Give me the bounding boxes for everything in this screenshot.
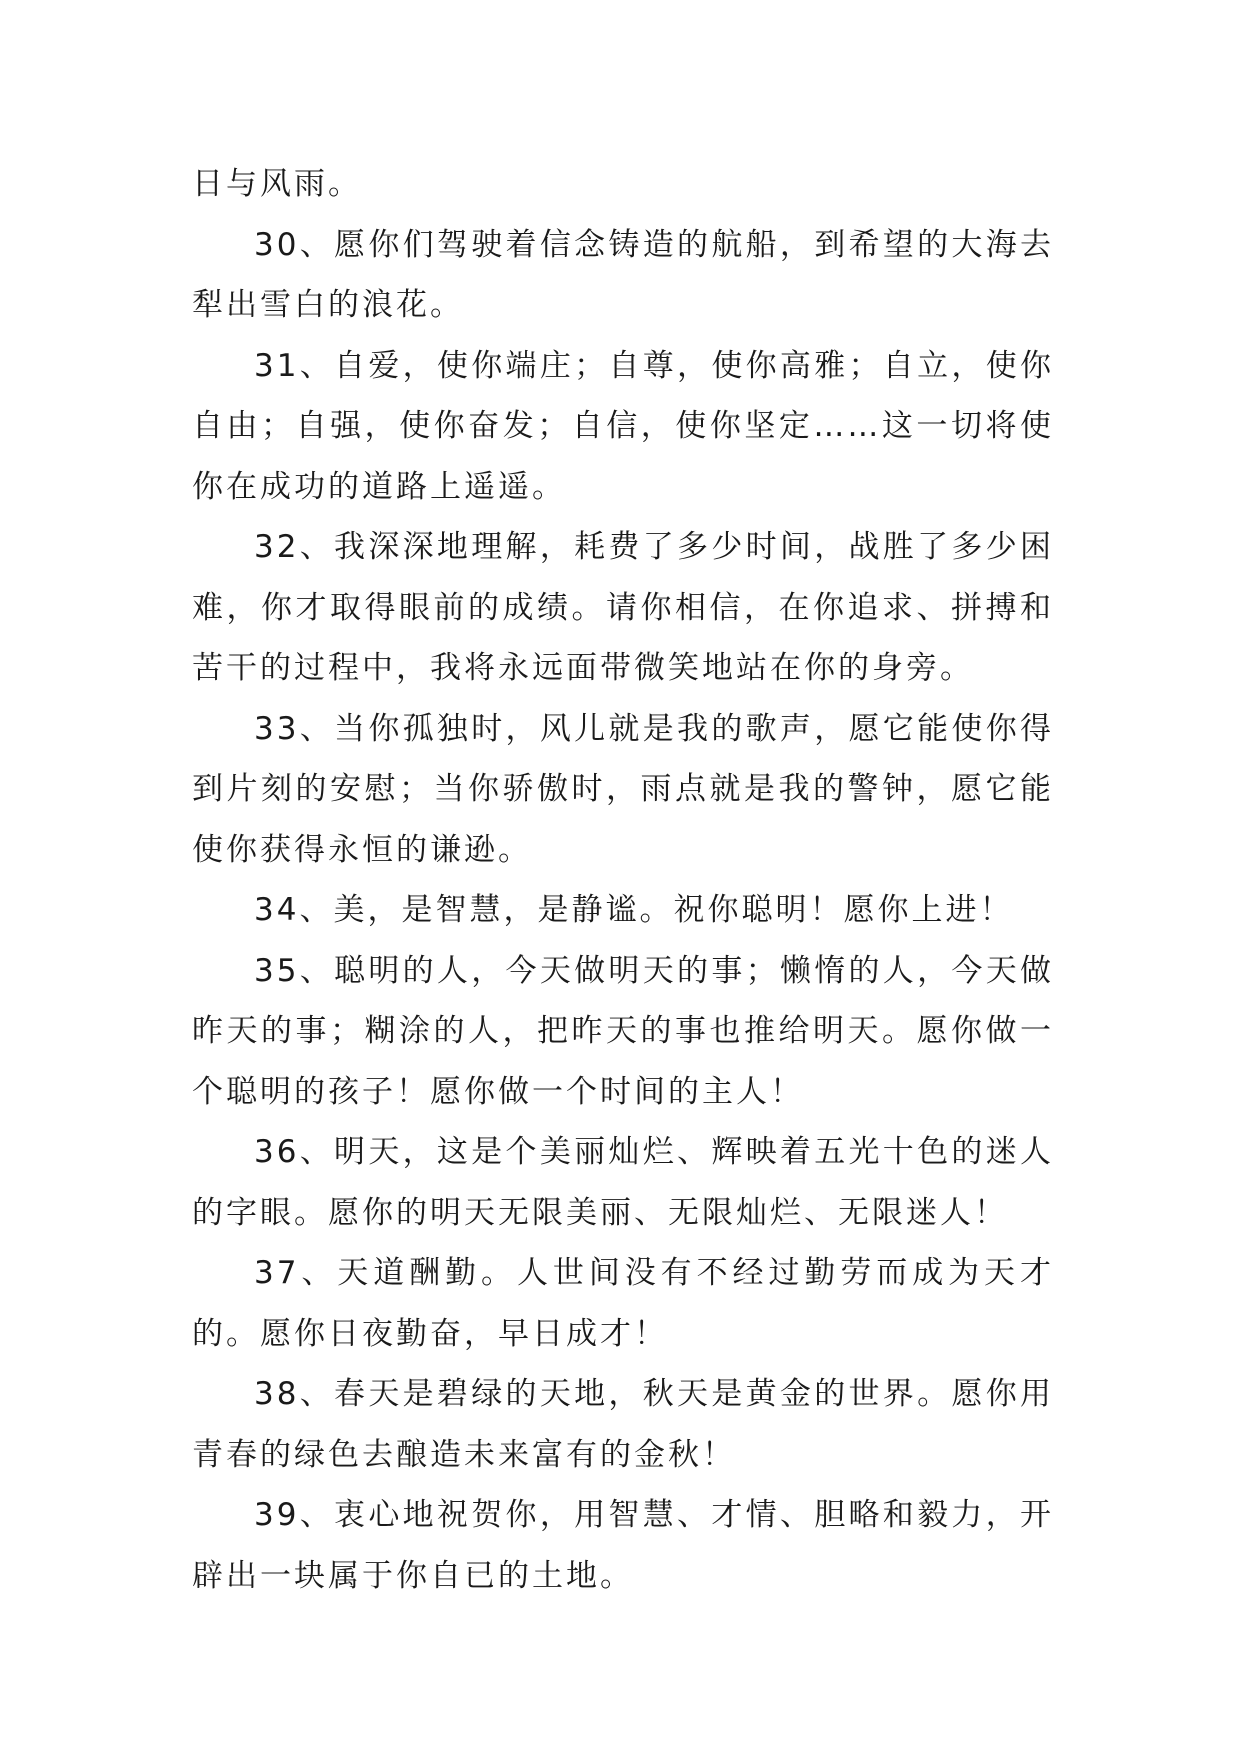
paragraph-39: 39、衷心地祝贺你，用智慧、才情、胆略和毅力，开辟出一块属于你自已的土地。 [192, 1497, 1054, 1594]
paragraph-31: 31、自爱，使你端庄；自尊，使你高雅；自立，使你自由；自强，使你奋发；自信，使你坚定……这一切将使你在成功的道路上遥遥。 [192, 347, 1054, 505]
paragraph-continued: 日与风雨。 [192, 166, 362, 202]
paragraph-33: 33、当你孤独时，风儿就是我的歌声，愿它能使你得到片刻的安慰；当你骄傲时，雨点就是我的警钟，愿它能使你获得永恒的谦逊。 [192, 710, 1054, 868]
paragraph-30: 30、愿你们驾驶着信念铸造的航船，到希望的大海去犁出雪白的浪花。 [192, 226, 1054, 323]
paragraph-35: 35、聪明的人，今天做明天的事；懒惰的人，今天做昨天的事；糊涂的人，把昨天的事也推给明天。愿你做一个聪明的孩子！愿你做一个时间的主人！ [192, 952, 1054, 1110]
paragraph-37: 37、天道酬勤。人世间没有不经过勤劳而成为天才的。愿你日夜勤奋，早日成才！ [192, 1255, 1054, 1352]
paragraph-38: 38、春天是碧绿的天地，秋天是黄金的世界。愿你用青春的绿色去酿造未来富有的金秋！ [192, 1376, 1054, 1473]
document-body [192, 154, 1054, 1606]
paragraph-36: 36、明天，这是个美丽灿烂、辉映着五光十色的迷人的字眼。愿你的明天无限美丽、无限灿烂、无限迷人！ [192, 1134, 1054, 1231]
paragraph-34: 34、美，是智慧，是静谧。祝你聪明！愿你上进！ [254, 892, 1014, 928]
paragraph-32: 32、我深深地理解，耗费了多少时间，战胜了多少困难，你才取得眼前的成绩。请你相信，在你追求、拼搏和苦干的过程中，我将永远面带微笑地站在你的身旁。 [192, 529, 1054, 686]
